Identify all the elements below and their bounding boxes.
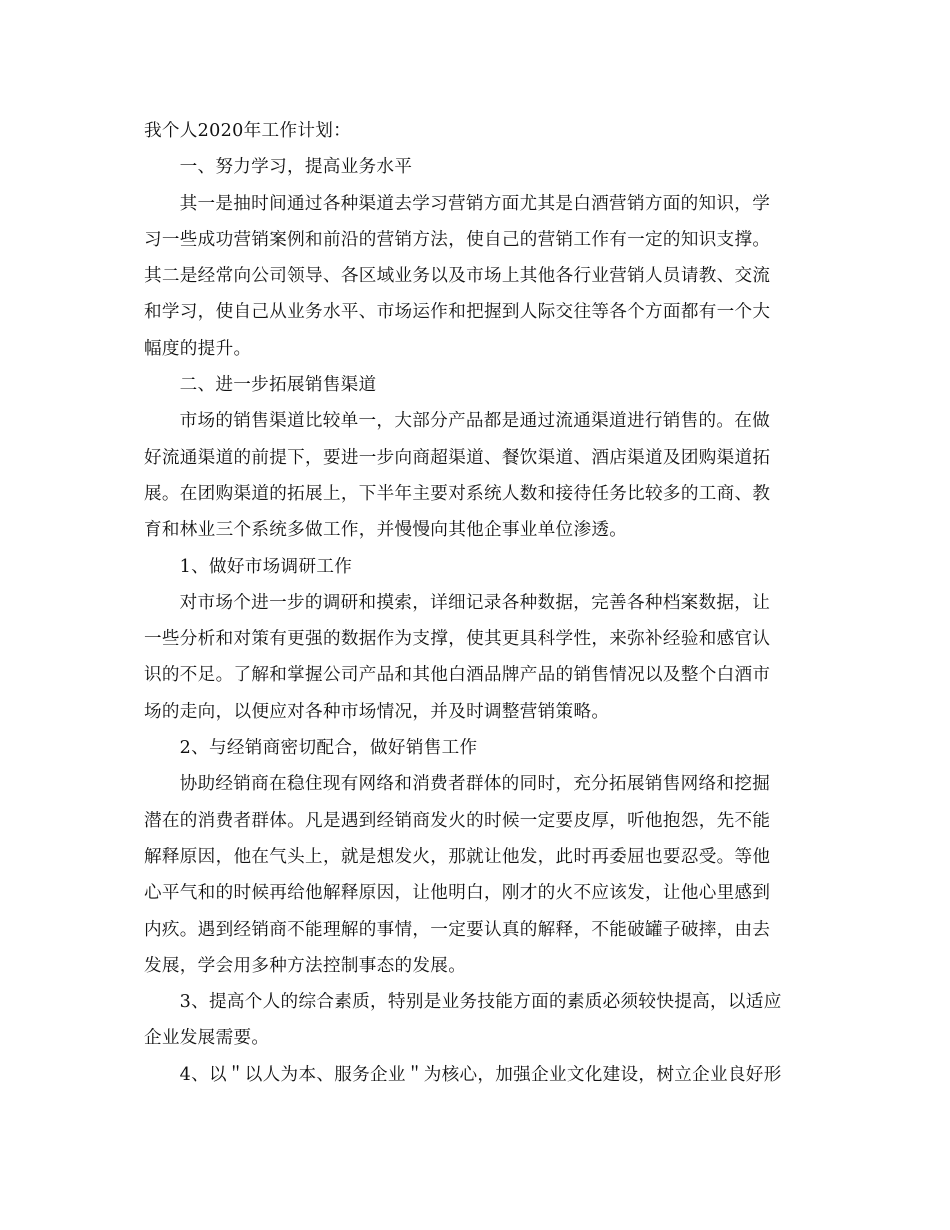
subsection-heading-2: 2、与经销商密切配合，做好销售工作 [179,738,478,759]
paragraph-line: 展。在团购渠道的拓展上，下半年主要对系统人数和接待任务比较多的工商、教 [144,483,771,504]
paragraph-line: 协助经销商在稳住现有网络和消费者群体的同时，充分拓展销售网络和挖掘 [179,774,771,795]
paragraph-line: 发展，学会用多种方法控制事态的发展。 [144,955,467,976]
paragraph-line: 其一是抽时间通过各种渠道去学习营销方面尤其是白酒营销方面的知识，学 [179,193,771,214]
section-heading-1: 一、努力学习，提高业务水平 [179,157,413,178]
paragraph-line: 和学习，使自己从业务水平、市场运作和把握到人际交往等各个方面都有一个大 [144,302,771,323]
paragraph-line: 市场的销售渠道比较单一，大部分产品都是通过流通渠道进行销售的。在做 [179,411,771,432]
section-heading-2: 二、进一步拓展销售渠道 [179,375,377,396]
subsection-heading-4: 4、以＂以人为本、服务企业＂为核心，加强企业文化建设，树立企业良好形 [179,1064,782,1085]
paragraph-line: 好流通渠道的前提下，要进一步向商超渠道、餐饮渠道、酒店渠道及团购渠道拓 [144,447,771,468]
paragraph-line: 一些分析和对策有更强的数据作为支撑，使其更具科学性，来弥补经验和感官认 [144,629,771,650]
paragraph-line: 幅度的提升。 [144,338,252,359]
paragraph-line: 育和林业三个系统多做工作，并慢慢向其他企事业单位渗透。 [144,520,628,541]
paragraph-line: 其二是经常向公司领导、各区域业务以及市场上其他各行业营销人员请教、交流 [144,266,771,287]
subsection-heading-3: 3、提高个人的综合素质，特别是业务技能方面的素质必须较快提高，以适应 [179,992,782,1013]
paragraph-line: 内疚。遇到经销商不能理解的事情，一定要认真的解释，不能破罐子破摔，由去 [144,919,771,940]
document-body [144,113,812,1093]
paragraph-line: 企业发展需要。 [144,1028,270,1049]
document-title-line: 我个人2020年工作计划： [144,121,352,141]
subsection-heading-1: 1、做好市场调研工作 [179,556,353,577]
paragraph-line: 解释原因，他在气头上，就是想发火，那就让他发，此时再委屈也要忍受。等他 [144,846,771,867]
paragraph-line: 心平气和的时候再给他解释原因，让他明白，刚才的火不应该发，让他心里感到 [144,883,771,904]
paragraph-line: 习一些成功营销案例和前沿的营销方法，使自己的营销工作有一定的知识支撑。 [144,229,771,250]
paragraph-line: 潜在的消费者群体。凡是遇到经销商发火的时候一定要皮厚，听他抱怨，先不能 [144,810,771,831]
paragraph-line: 场的走向，以便应对各种市场情况，并及时调整营销策略。 [144,701,610,722]
paragraph-line: 对市场个进一步的调研和摸索，详细记录各种数据，完善各种档案数据，让 [179,592,771,613]
paragraph-line: 识的不足。了解和掌握公司产品和其他白酒品牌产品的销售情况以及整个白酒市 [144,665,771,686]
